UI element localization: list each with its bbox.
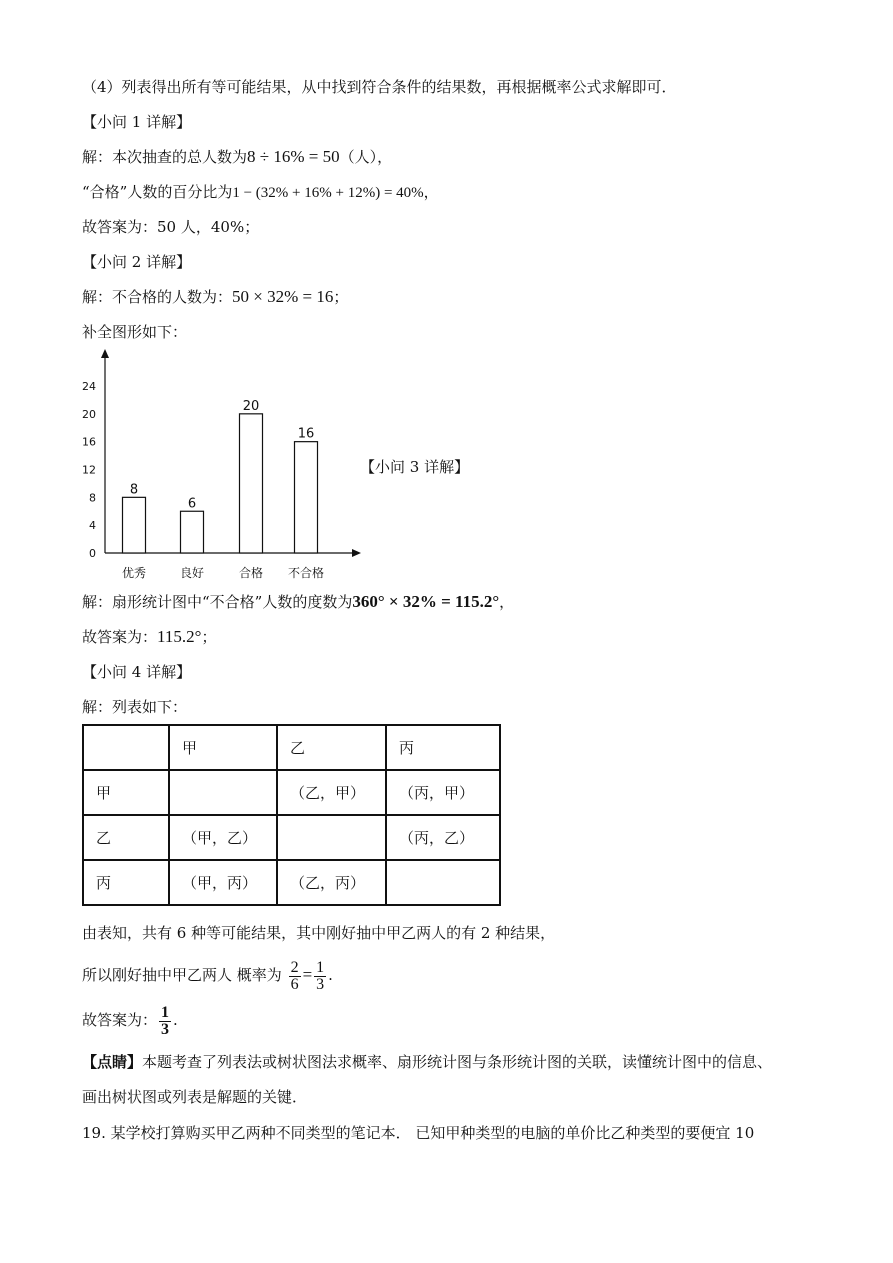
unqualified-count-line [82,286,348,308]
bar-value-label: 6 [187,496,197,512]
comment-text: 本题考查了列表法或树状图法求概率、扇形统计图与条形统计图的关联，读懂统计图中的信息、 [142,1053,773,1071]
x-category-label: 优秀 [121,566,147,580]
table-cell: 乙 [83,815,169,860]
fraction-numerator: 2 [290,958,299,976]
x-category-label: 不合格 [287,566,325,580]
equals-sign: = [302,965,313,984]
table-header-row [83,725,500,770]
table-header-cell: 甲 [169,725,277,770]
table-cell: （乙，甲） [277,770,386,815]
table-cell: （丙，甲） [386,770,500,815]
total-count-unit: （人）， [339,148,393,166]
degree-punct: ， [499,593,515,611]
fraction-denominator: 3 [316,975,325,993]
table-cell [169,770,277,815]
degree-text: 解：扇形统计图中“不合格”人数的度数为 [82,593,353,611]
answer-3-line [82,626,216,648]
answer-4-line [82,1000,178,1040]
degree-formula: 360° × 32% = 115.2° [352,592,500,611]
qualified-percent-formula: 1 − (32% + 16% + 12%) = 40% [232,185,424,201]
table-cell: （甲，乙） [169,815,277,860]
y-tick-label: 0 [89,547,96,560]
table-conclusion-line: 由表知，共有 6 种等可能结果，其中刚好抽中甲乙两人的有 2 种结果， [82,924,556,942]
table-cell [386,860,500,905]
answer-3-punct: ； [201,628,217,646]
subquestion-2-heading: 【小问 2 详解】 [82,253,192,271]
comment-line [82,1051,772,1073]
table-cell: （甲，丙） [169,860,277,905]
x-category-label: 良好 [179,566,205,580]
table-header-cell: 乙 [277,725,386,770]
bar-value-label: 8 [129,482,139,498]
y-tick-label: 16 [82,435,96,449]
table-cell [277,815,386,860]
answer-3-text: 故答案为： [82,628,158,646]
solution-hint-line: （4）列表得出所有等可能结果，从中找到符合条件的结果数，再根据概率公式求解即可． [82,78,677,96]
table-header-cell: 丙 [386,725,500,770]
subquestion-3-heading: 【小问 3 详解】 [360,458,470,476]
fraction-1-3 [314,960,326,993]
complete-chart-line: 补全图形如下： [82,323,188,341]
qualified-percent-punct: ， [423,183,439,201]
table-row [83,815,500,860]
fraction-2-6 [289,960,301,993]
bar [295,442,318,553]
qualified-percent-line [82,181,439,204]
answer-3-value: 115.2° [157,627,202,646]
bar-value-label: 20 [242,398,260,414]
total-count-line [82,146,392,168]
y-tick-label: 20 [82,407,96,421]
degree-line [82,591,514,613]
table-cell: 丙 [83,860,169,905]
question-19-line: 19. 某学校打算购买甲乙两种不同类型的笔记本． 已知甲种类型的电脑的单价比乙种类型的要便宜 10 [82,1124,755,1142]
probability-text: 所以刚好抽中甲乙两人 概率为 [82,966,282,984]
answer-1-line: 故答案为：50 人，40%； [82,218,260,236]
x-axis-arrow [352,549,361,557]
answer-4-text: 故答案为： [82,1011,158,1029]
y-tick-label: 4 [89,519,96,533]
table-cell: 甲 [83,770,169,815]
total-count-formula: 8 ÷ 16% = 50 [247,147,340,166]
bar-value-label: 16 [297,426,315,442]
probability-punct: . [328,966,333,984]
y-tick-label: 12 [82,463,96,477]
bar [181,511,204,553]
unqualified-count-formula: 50 × 32% = 16 [232,287,334,306]
y-tick-label: 8 [89,491,96,505]
fraction-numerator: 1 [316,958,325,976]
answer-4-punct: . [173,1011,178,1029]
table-header-cell [83,725,169,770]
subquestion-1-heading: 【小问 1 详解】 [82,113,192,131]
probability-line [82,955,333,995]
fraction-denominator: 3 [161,1020,170,1038]
unqualified-count-punct: ； [333,288,349,306]
table-row [83,860,500,905]
subquestion-4-heading: 【小问 4 详解】 [82,663,192,681]
comment-line-2: 画出树状图或列表是解题的关键． [82,1088,308,1106]
answer-fraction [159,1005,171,1038]
x-category-label: 合格 [238,566,264,580]
y-axis-arrow [101,349,109,358]
fraction-numerator: 1 [161,1003,170,1021]
fraction-denominator: 6 [290,975,299,993]
bar [240,414,263,553]
table-row [83,770,500,815]
comment-heading: 【点睛】 [82,1053,143,1071]
unqualified-count-text: 解：不合格的人数为： [82,288,233,306]
bar [123,497,146,553]
outcome-table [82,724,501,906]
total-count-text: 解：本次抽查的总人数为 [82,148,248,166]
table-intro-line: 解：列表如下： [82,698,188,716]
table-cell: （乙，丙） [277,860,386,905]
bar-chart [80,345,380,585]
table-cell: （丙，乙） [386,815,500,860]
qualified-percent-text: “合格”人数的百分比为 [82,183,233,201]
y-tick-label: 24 [82,380,96,393]
